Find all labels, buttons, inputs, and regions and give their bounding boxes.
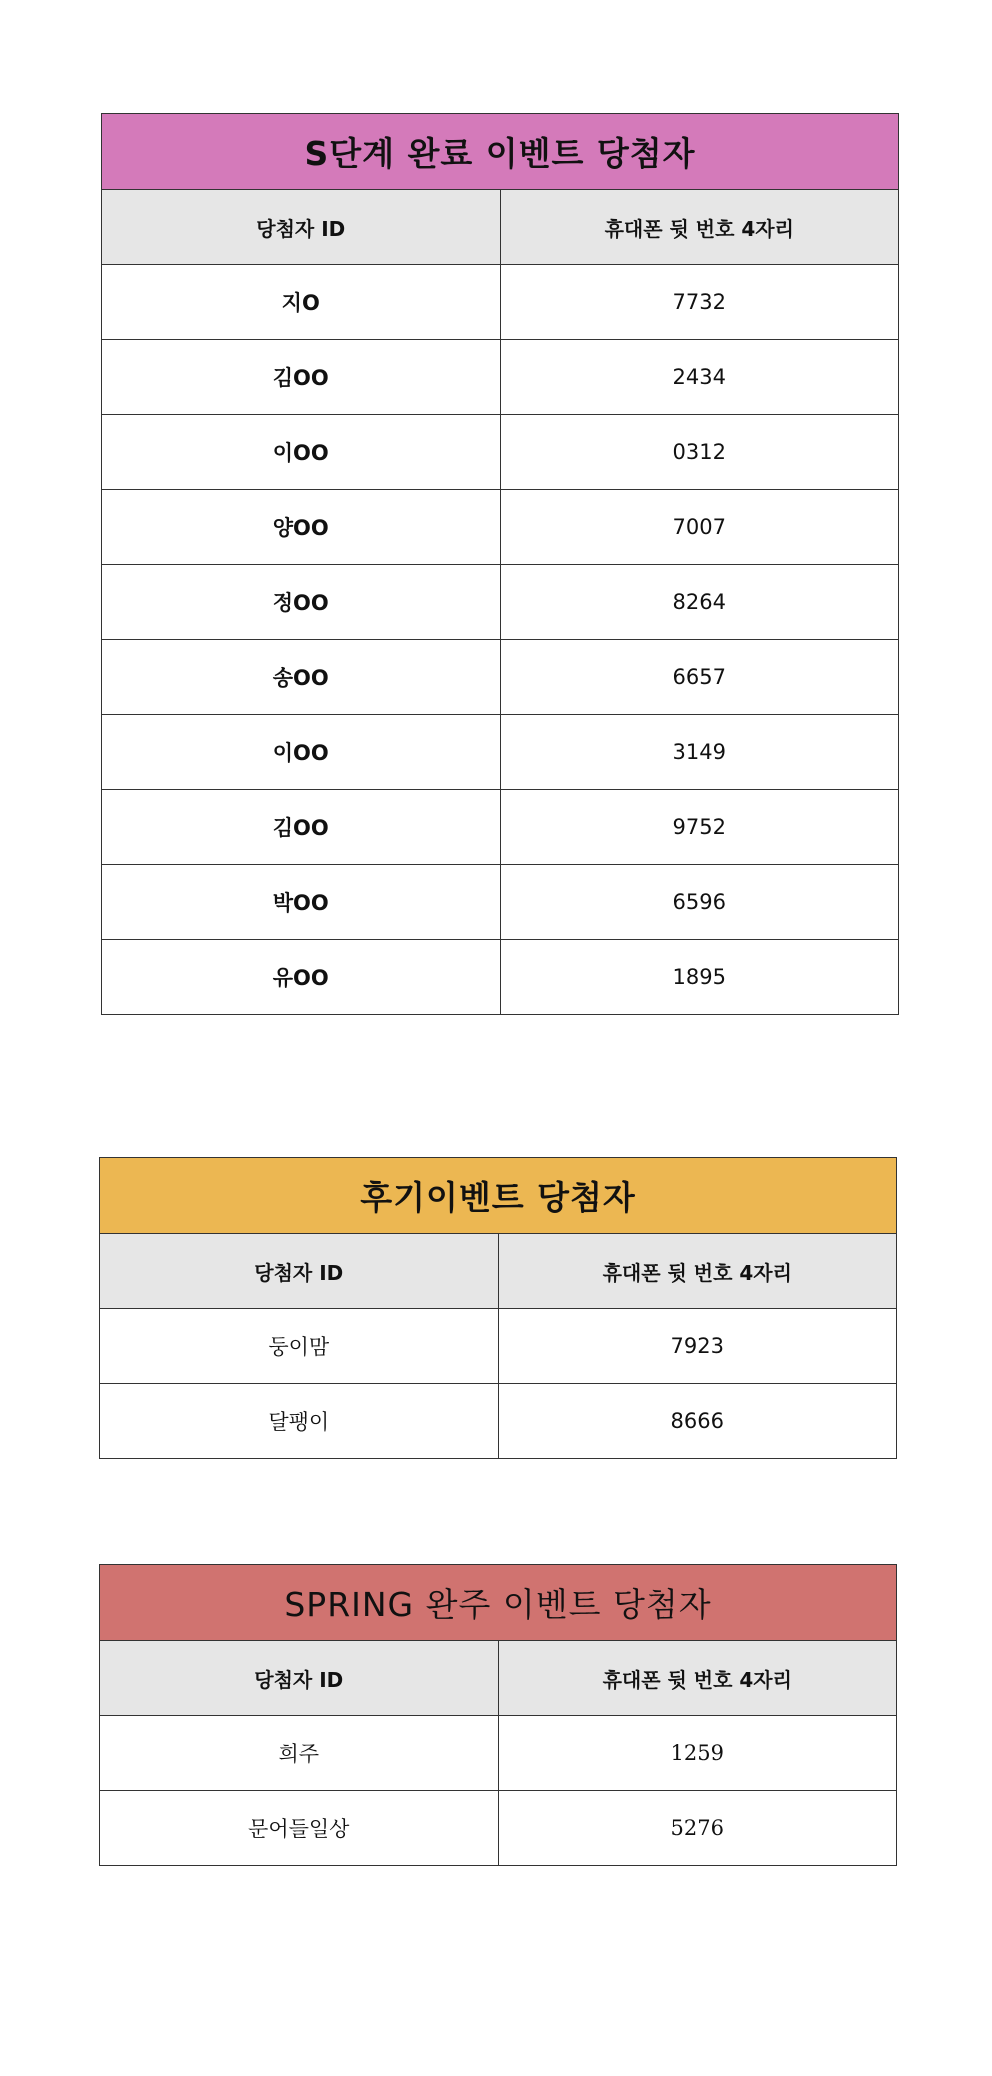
winner-id: 정OO xyxy=(102,565,501,640)
winner-id: 이OO xyxy=(102,715,501,790)
table-row xyxy=(102,640,899,715)
column-header-id: 당첨자 ID xyxy=(100,1234,499,1309)
phone-last4: 2434 xyxy=(500,340,899,415)
table-row xyxy=(102,340,899,415)
phone-last4: 1895 xyxy=(500,940,899,1015)
column-header-phone: 휴대폰 뒷 번호 4자리 xyxy=(500,190,899,265)
table-title: 후기이벤트 당첨자 xyxy=(100,1158,897,1234)
winner-id: 지O xyxy=(102,265,501,340)
table-row xyxy=(100,1309,897,1384)
table-row xyxy=(102,715,899,790)
winner-id: 박OO xyxy=(102,865,501,940)
table-header-row xyxy=(102,190,899,265)
table-header-row xyxy=(100,1234,897,1309)
phone-last4: 3149 xyxy=(500,715,899,790)
table-title-row xyxy=(100,1565,897,1641)
phone-last4: 8264 xyxy=(500,565,899,640)
phone-last4: 7007 xyxy=(500,490,899,565)
phone-last4: 6596 xyxy=(500,865,899,940)
winner-id: 희주 xyxy=(100,1716,499,1791)
table-title: SPRING 완주 이벤트 당첨자 xyxy=(100,1565,897,1641)
column-header-id: 당첨자 ID xyxy=(100,1641,499,1716)
winner-id: 이OO xyxy=(102,415,501,490)
table-row xyxy=(102,415,899,490)
table-header-row xyxy=(100,1641,897,1716)
winner-id: 문어들일상 xyxy=(100,1791,499,1866)
column-header-id: 당첨자 ID xyxy=(102,190,501,265)
winner-id: 달팽이 xyxy=(100,1384,499,1459)
phone-last4: 7923 xyxy=(498,1309,897,1384)
phone-last4: 7732 xyxy=(500,265,899,340)
table-row xyxy=(100,1716,897,1791)
phone-last4: 1259 xyxy=(498,1716,897,1791)
winner-id: 양OO xyxy=(102,490,501,565)
s-stage-winners-table xyxy=(101,113,899,1015)
winner-id: 유OO xyxy=(102,940,501,1015)
table-title-row xyxy=(100,1158,897,1234)
spring-completion-winners-table xyxy=(99,1564,897,1866)
review-event-winners-table xyxy=(99,1157,897,1459)
phone-last4: 6657 xyxy=(500,640,899,715)
column-header-phone: 휴대폰 뒷 번호 4자리 xyxy=(498,1234,897,1309)
winner-id: 김OO xyxy=(102,790,501,865)
winner-id: 송OO xyxy=(102,640,501,715)
phone-last4: 9752 xyxy=(500,790,899,865)
table-title: S단계 완료 이벤트 당첨자 xyxy=(102,114,899,190)
table-row xyxy=(102,790,899,865)
table-row xyxy=(100,1791,897,1866)
column-header-phone: 휴대폰 뒷 번호 4자리 xyxy=(498,1641,897,1716)
table-row xyxy=(102,865,899,940)
phone-last4: 8666 xyxy=(498,1384,897,1459)
winner-id: 김OO xyxy=(102,340,501,415)
table-row xyxy=(102,940,899,1015)
winner-id: 둥이맘 xyxy=(100,1309,499,1384)
table-row xyxy=(102,565,899,640)
phone-last4: 5276 xyxy=(498,1791,897,1866)
table-title-row xyxy=(102,114,899,190)
table-row xyxy=(102,265,899,340)
table-row xyxy=(100,1384,897,1459)
phone-last4: 0312 xyxy=(500,415,899,490)
table-row xyxy=(102,490,899,565)
